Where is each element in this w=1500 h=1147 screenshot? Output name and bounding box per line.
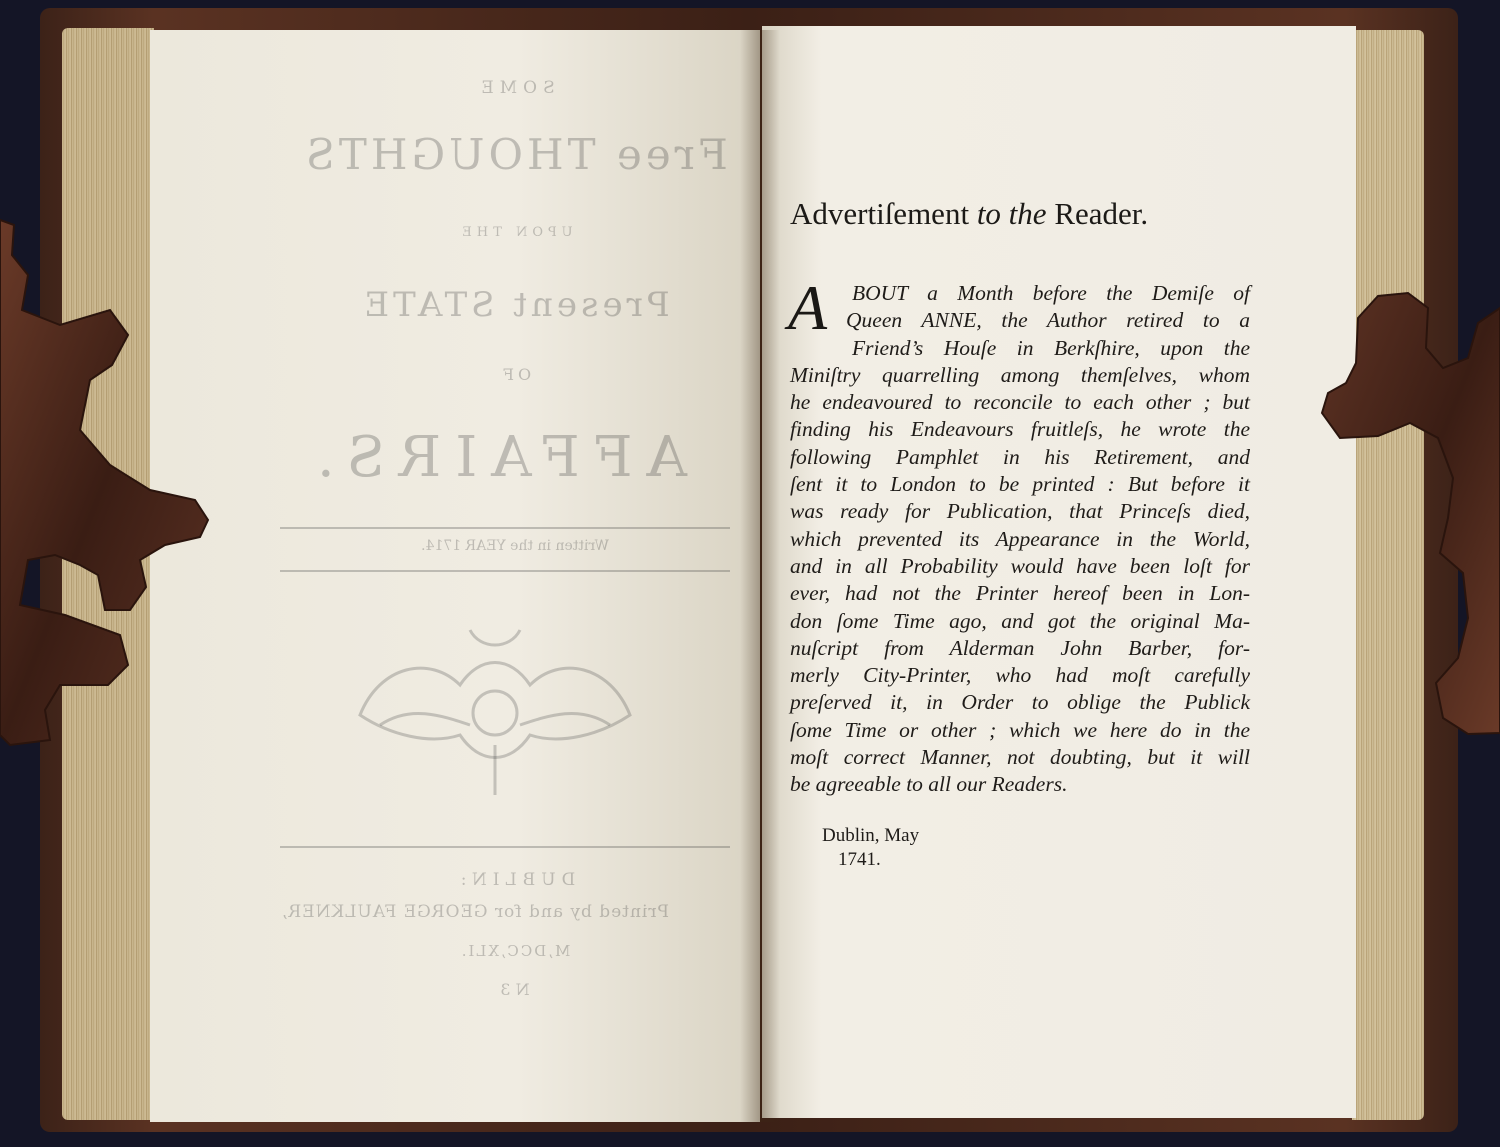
body-line: don ſome Time ago, and got the original Ma- — [790, 608, 1250, 633]
bleed-some: SOME — [475, 78, 555, 98]
bleed-rule-1 — [280, 527, 730, 529]
body-line: was ready for Publication, that Princeſs died, — [790, 499, 1250, 524]
bleed-sig-mark: N 3 — [500, 980, 530, 999]
bleed-written: Written in the YEAR 1714. — [421, 538, 609, 554]
bleed-rule-2 — [280, 570, 730, 572]
body-line: preſerved it, in Order to oblige the Publick — [790, 690, 1250, 715]
body-line: ſent it to London to be printed : But before it — [790, 472, 1250, 497]
body-line: nuſcript from Alderman John Barber, for- — [790, 635, 1250, 660]
body-line: BOUT a Month before the Demiſe of — [852, 281, 1250, 305]
body-line: which prevented its Appearance in the World, — [790, 526, 1250, 551]
body-line: ever, had not the Printer hereof been in Lon- — [790, 581, 1250, 606]
title-part-reader: Reader. — [1054, 196, 1149, 231]
bleed-through-title-page — [150, 30, 760, 1122]
body-line: and in all Probability would have been loſt for — [790, 553, 1250, 578]
bleed-upon-the: UPON THE — [457, 225, 573, 240]
body-line: merly City-Printer, who had moſt carefully — [790, 663, 1250, 688]
body-line: ſome Time or other ; which we here do in the — [790, 717, 1250, 742]
body-line: Queen ANNE, the Author retired to a — [846, 308, 1250, 333]
bleed-ornament — [340, 625, 650, 805]
advertisement-body — [788, 272, 1250, 799]
body-line: moſt correct Manner, not doubting, but it will — [790, 745, 1250, 770]
body-line: be agreeable to all our Readers. — [790, 772, 1068, 797]
signature-place: Dublin, May — [822, 825, 920, 846]
bleed-free-thoughts: Free THOUGHTS — [302, 130, 728, 179]
bleed-present-state: Present STATE — [360, 285, 670, 325]
advertisement-title — [790, 196, 1260, 232]
bleed-of: OF — [498, 365, 532, 384]
right-page-clamp — [1318, 288, 1500, 740]
body-line: he endeavoured to reconcile to each other ; but — [790, 390, 1250, 415]
signature-year: 1741. — [838, 849, 881, 870]
body-line: Friend’s Houſe in Berkſhire, upon the — [852, 335, 1250, 360]
left-page-clamp — [0, 215, 215, 760]
body-line: following Pamphlet in his Retirement, and — [790, 444, 1250, 469]
title-part-to-the: to the — [976, 196, 1047, 231]
signature-block — [822, 824, 919, 872]
title-part-advertisement: Advertiſement — [790, 196, 970, 231]
bleed-rule-3 — [280, 846, 730, 848]
bleed-dublin: DUBLIN: — [454, 870, 576, 890]
body-line: finding his Endeavours fruitleſs, he wrote the — [790, 417, 1250, 442]
bleed-affairs: AFFAIRS. — [302, 425, 688, 490]
bleed-printed-by: Printed by and for GEORGE FAULKNER, — [281, 902, 669, 922]
drop-cap: A — [788, 272, 828, 343]
bleed-year-roman: M,DCC,XLI. — [459, 942, 571, 960]
body-line: Miniſtry quarrelling among themſelves, whom — [790, 362, 1250, 387]
